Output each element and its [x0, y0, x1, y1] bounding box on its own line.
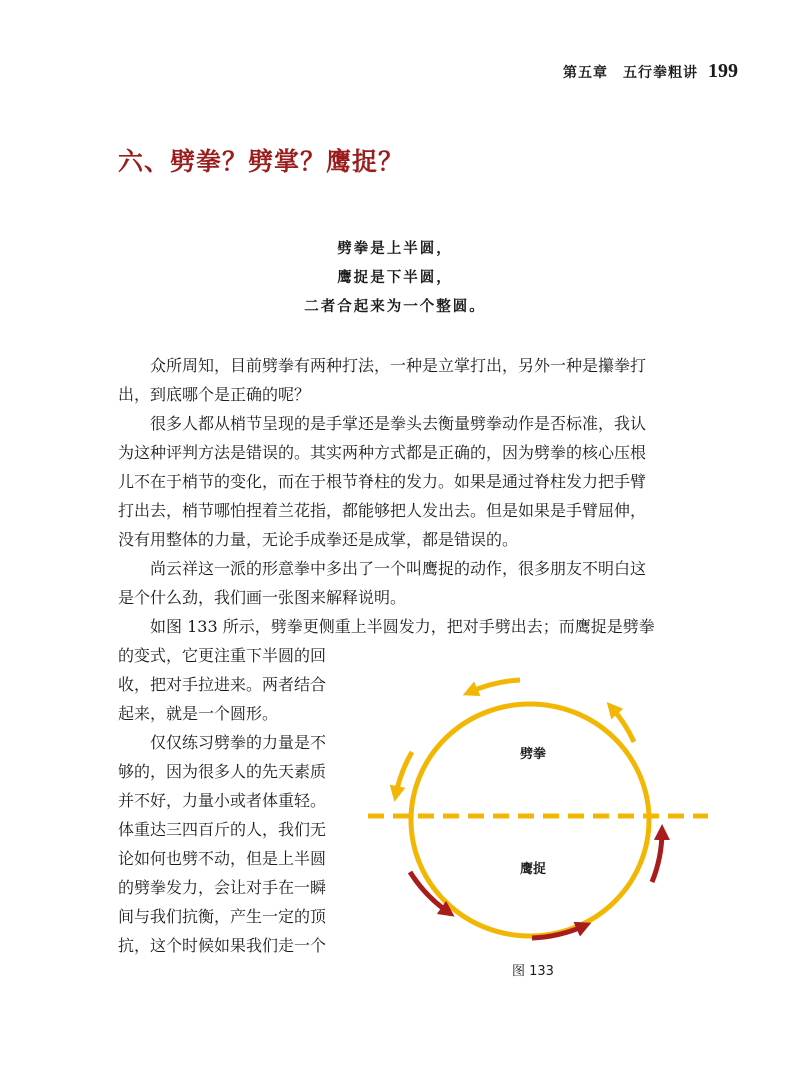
text-line: 的劈拳发力，会让对手在一瞬	[118, 878, 327, 897]
text-line: 仅仅练习劈拳的力量是不	[118, 733, 327, 752]
text-line: 的变式，它更注重下半圆的回	[118, 646, 327, 665]
text-line: 众所周知，目前劈拳有两种打法，一种是立掌打出，另外一种是攥拳打	[118, 356, 647, 375]
text-line: 起来，就是一个圆形。	[118, 704, 279, 723]
text-line: 论如何也劈不动，但是上半圆	[118, 849, 327, 868]
lower-half-label: 鹰捉	[520, 862, 547, 877]
text-line: 打出去，梢节哪怕捏着兰花指，都能够把人发出去。但是如果是手臂屈伸，	[118, 501, 647, 520]
running-header	[563, 60, 738, 83]
text-line: 抗，这个时候如果我们走一个	[118, 936, 327, 955]
page-number: 199	[708, 60, 738, 82]
lower-arrow-right	[652, 832, 662, 882]
paragraph-1	[118, 351, 678, 409]
text-line: 如图 133 所示，劈拳更侧重上半圆发力，把对手劈出去；而鹰捉是劈拳	[118, 617, 655, 636]
main-circle	[411, 704, 649, 936]
verse	[0, 234, 790, 321]
text-line: 儿不在于梢节的变化，而在于根节脊柱的发力。如果是通过脊柱发力把手臂	[118, 472, 647, 491]
verse-line: 二者合起来为一个整圆。	[304, 298, 486, 315]
text-line: 收，把对手拉进来。两者结合	[118, 675, 327, 694]
text-line: 尚云祥这一派的形意拳中多出了一个叫鹰捉的动作，很多朋友不明白这	[118, 559, 647, 578]
paragraph-3	[118, 554, 678, 612]
upper-half-label: 劈拳	[520, 747, 547, 762]
text-line: 间与我们抗衡，产生一定的顶	[118, 907, 327, 926]
upper-arrow-top	[470, 680, 520, 692]
figure-caption: 图 133	[512, 964, 554, 979]
text-line: 很多人都从梢节呈现的是手掌还是拳头去衡量劈拳动作是否标准，我认	[118, 414, 647, 433]
verse-line: 鹰捉是下半圆，	[337, 269, 453, 286]
figure-133	[368, 668, 708, 988]
text-line: 并不好，力量小或者体重轻。	[118, 791, 327, 810]
text-line: 出，到底哪个是正确的呢？	[118, 385, 311, 404]
text-line: 体重达三四百斤的人，我们无	[118, 820, 327, 839]
text-line: 够的，因为很多人的先天素质	[118, 762, 327, 781]
chapter-title: 第五章 五行拳粗讲	[563, 65, 698, 81]
paragraph-2	[118, 409, 678, 554]
circle-diagram	[368, 668, 708, 958]
section-title: 六、劈拳？劈掌？鹰捉？	[118, 147, 405, 176]
text-line: 是个什么劲，我们画一张图来解释说明。	[118, 588, 407, 607]
text-line: 没有用整体的力量，无论手成拳还是成掌，都是错误的。	[118, 530, 519, 549]
paragraph-5	[118, 728, 358, 960]
verse-line: 劈拳是上半圆，	[337, 240, 453, 257]
upper-arrow-left	[396, 752, 412, 794]
text-line: 为这种评判方法是错误的。其实两种方式都是正确的，因为劈拳的核心压根	[118, 443, 647, 462]
